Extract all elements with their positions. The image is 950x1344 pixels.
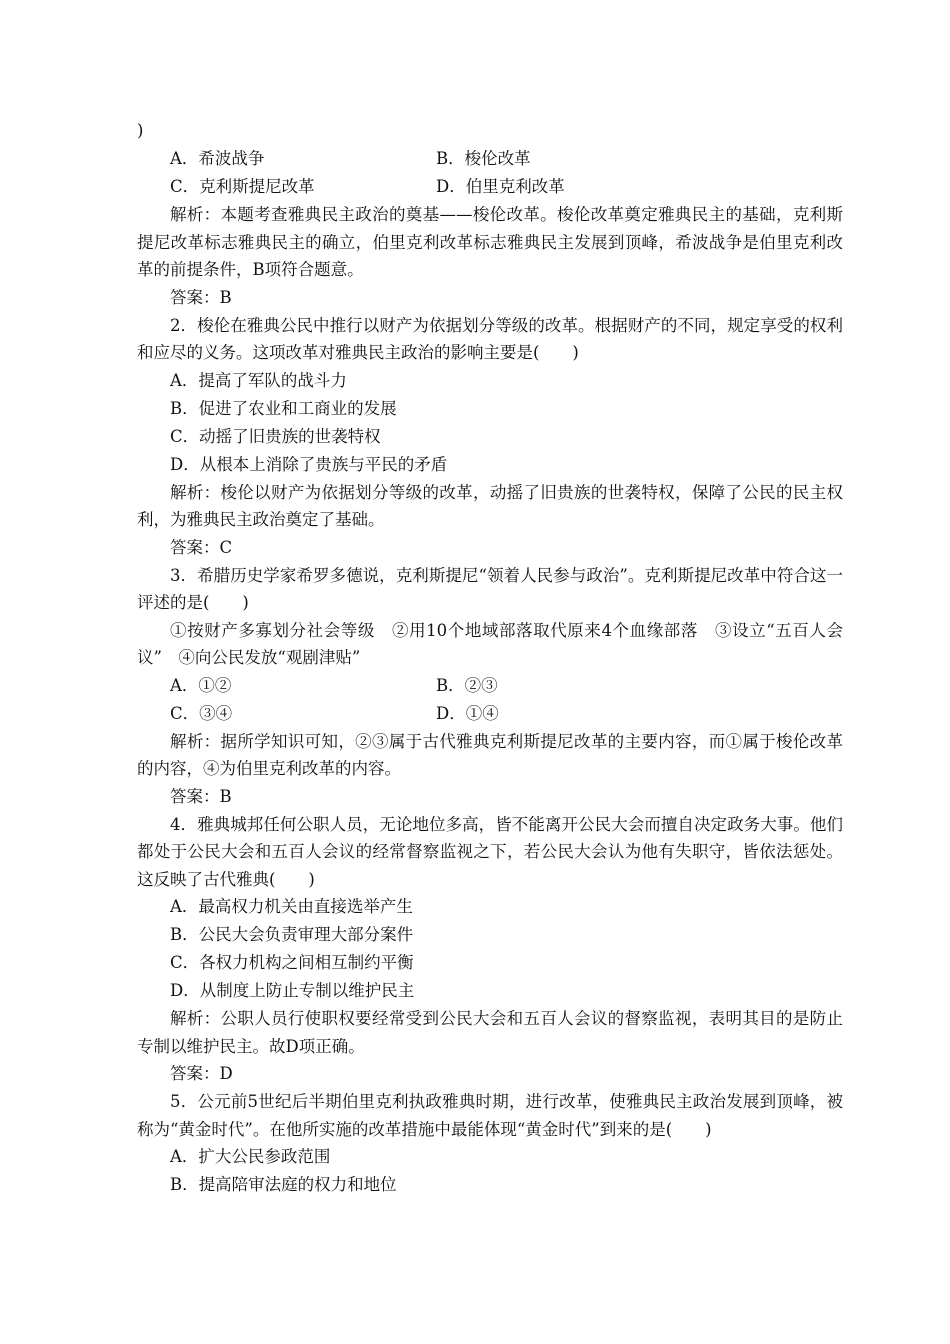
q4-stem: 4．雅典城邦任何公职人员，无论地位多高，皆不能离开公民大会而擅自决定政务大事。他们都处于公民大会和五百人会议的经常督察监视之下，若公民大会认为他有失职守，皆依法惩处。这反映了古代雅典( )	[137, 814, 843, 889]
q3-options-row-2	[137, 700, 843, 728]
q3-option-a: A．①②	[170, 675, 232, 695]
q1-option-d: D．伯里克利改革	[436, 177, 565, 196]
q3-option-d: D．①④	[436, 703, 499, 723]
q4-option-b: B．公民大会负责审理大部分案件	[170, 925, 414, 944]
q2-option-a: A．提高了军队的战斗力	[170, 370, 347, 390]
document-body	[137, 117, 843, 1199]
q3-answer: 答案：B	[170, 786, 232, 806]
q5-option-a: A．扩大公民参政范围	[170, 1147, 331, 1166]
q1-answer: 答案：B	[170, 287, 232, 307]
q5-stem: 5．公元前5世纪后半期伯里克利执政雅典时期，进行改革，使雅典民主政治发展到顶峰，被称为“黄金时代”。在他所实施的改革措施中最能体现“黄金时代”到来的是( )	[137, 1092, 843, 1139]
q2-answer: 答案：C	[170, 537, 233, 557]
q1-options-row-2	[137, 173, 843, 201]
q3-items: ①按财产多寡划分社会等级 ②用10个地域部落取代原来4个血缘部落 ③设立“五百人会议” ④向公民发放“观剧津贴”	[137, 620, 843, 667]
q4-analysis: 解析：公职人员行使职权要经常受到公民大会和五百人会议的督察监视，表明其目的是防止专制以维护民主。故D项正确。	[137, 1009, 843, 1056]
q4-option-d: D．从制度上防止专制以维护民主	[170, 981, 415, 1000]
continuation-paren: )	[137, 121, 144, 140]
q1-options-row-1	[137, 145, 843, 173]
q3-option-b: B．②③	[436, 675, 498, 695]
q1-option-b: B．梭伦改革	[436, 149, 531, 168]
q2-stem: 2．梭伦在雅典公民中推行以财产为依据划分等级的改革。根据财产的不同，规定享受的权利和应尽的义务。这项改革对雅典民主政治的影响主要是( )	[137, 315, 843, 362]
q2-option-d: D．从根本上消除了贵族与平民的矛盾	[170, 454, 448, 474]
q3-options-row-1	[137, 672, 843, 700]
q2-option-c: C．动摇了旧贵族的世袭特权	[170, 426, 381, 446]
q2-option-b: B．促进了农业和工商业的发展	[170, 398, 397, 418]
q4-option-c: C．各权力机构之间相互制约平衡	[170, 953, 414, 972]
q3-stem: 3．希腊历史学家希罗多德说，克利斯提尼“领着人民参与政治”。克利斯提尼改革中符合这一评述的是( )	[137, 565, 843, 612]
q3-analysis: 解析：据所学知识可知，②③属于古代雅典克利斯提尼改革的主要内容，而①属于梭伦改革的内容，④为伯里克利改革的内容。	[137, 731, 843, 778]
q1-analysis: 解析：本题考查雅典民主政治的奠基——梭伦改革。梭伦改革奠定雅典民主的基础，克利斯提尼改革标志雅典民主的确立，伯里克利改革标志雅典民主发展到顶峰，希波战争是伯里克利改革的前提条件，B项符合题意。	[137, 205, 843, 279]
q5-option-b: B．提高陪审法庭的权力和地位	[170, 1175, 397, 1194]
q2-analysis: 解析：梭伦以财产为依据划分等级的改革，动摇了旧贵族的世袭特权，保障了公民的民主权利，为雅典民主政治奠定了基础。	[137, 482, 843, 529]
q1-option-c: C．克利斯提尼改革	[170, 177, 315, 196]
q4-option-a: A．最高权力机关由直接选举产生	[170, 897, 413, 916]
q4-answer: 答案：D	[170, 1064, 233, 1083]
q3-option-c: C．③④	[170, 703, 233, 723]
q1-option-a: A．希波战争	[170, 149, 265, 168]
